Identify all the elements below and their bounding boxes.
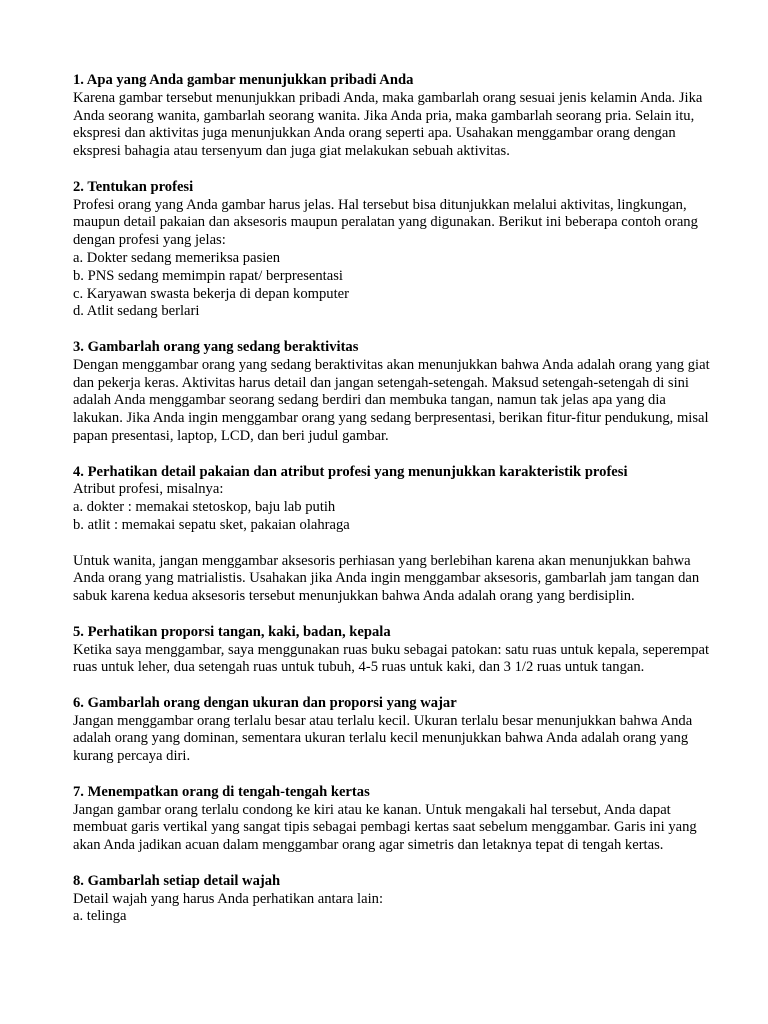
- list-item: a. Dokter sedang memeriksa pasien: [73, 249, 281, 266]
- list-item: a. dokter : memakai stetoskop, baju lab putih: [73, 499, 336, 516]
- list-item: b. atlit : memakai sepatu sket, pakaian olahraga: [73, 516, 350, 533]
- section-body: Ketika saya menggambar, saya menggunakan ruas buku sebagai patokan: satu ruas untuk kepala, seperempat ruas untuk leher, dua setengah ruas untuk tubuh, 4-5 ruas untuk kaki, dan 3 1/2 ruas untuk tangan.: [73, 641, 710, 676]
- list-item: c. Karyawan swasta bekerja di depan komputer: [73, 285, 349, 302]
- section-8: [73, 873, 713, 926]
- section-body: Detail wajah yang harus Anda perhatikan antara lain:: [73, 890, 383, 907]
- section-body: Profesi orang yang Anda gambar harus jelas. Hal tersebut bisa ditunjukkan melalui aktivitas, lingkungan, maupun detail pakaian dan aksesoris maupun peralatan yang digunakan. Berikut ini beberapa contoh orang dengan profesi yang jelas:: [73, 196, 698, 249]
- section-title: 4. Perhatikan detail pakaian dan atribut profesi yang menunjukkan karakteristik profesi: [73, 463, 628, 480]
- section-5: [73, 624, 713, 677]
- section-title: 1. Apa yang Anda gambar menunjukkan pribadi Anda: [73, 72, 414, 88]
- section-body: Atribut profesi, misalnya:: [73, 481, 224, 498]
- section-4: [73, 464, 713, 606]
- document-page: [73, 72, 713, 944]
- section-3: [73, 339, 713, 446]
- section-title: 3. Gambarlah orang yang sedang beraktivitas: [73, 338, 359, 355]
- section-title: 8. Gambarlah setiap detail wajah: [73, 872, 281, 889]
- section-1: [73, 72, 713, 161]
- section-7: [73, 784, 713, 855]
- section-body: Jangan gambar orang terlalu condong ke kiri atau ke kanan. Untuk mengakali hal tersebut, Anda dapat membuat garis vertikal yang sangat tipis sebagai pembagi kertas saat sebelum menggambar. Garis ini yang akan Anda jadikan acuan dalam menggambar orang agar simetris dan letaknya tepat di tengah kertas.: [73, 801, 697, 854]
- section-extra-paragraph: Untuk wanita, jangan menggambar aksesoris perhiasan yang berlebihan karena akan menunjukkan bahwa Anda orang yang matrialistis. Usahakan jika Anda ingin menggambar aksesoris, gambarlah jam tangan dan sabuk karena kedua aksesoris tersebut menunjukkan bahwa Anda adalah orang yang berdisiplin.: [73, 552, 700, 605]
- list-item: b. PNS sedang memimpin rapat/ berpresentasi: [73, 267, 343, 284]
- section-body: Dengan menggambar orang yang sedang beraktivitas akan menunjukkan bahwa Anda adalah orang yang giat dan pekerja keras. Aktivitas harus detail dan jangan setengah-setengah. Maksud setengah-setengah di sini adalah Anda menggambar seorang sedang berdiri dan membuka tangan, namun tak jelas apa yang dia lakukan. Jika Anda ingin menggambar orang yang sedang berpresentasi, berikan fitur-fitur pendukung, misal papan presentasi, laptop, LCD, dan beri judul gambar.: [73, 356, 710, 444]
- section-title: 5. Perhatikan proporsi tangan, kaki, badan, kepala: [73, 623, 391, 640]
- list-item: a. telinga: [73, 908, 127, 925]
- section-6: [73, 695, 713, 766]
- section-2: [73, 179, 713, 321]
- section-title: 6. Gambarlah orang dengan ukuran dan proporsi yang wajar: [73, 694, 457, 711]
- section-body: Karena gambar tersebut menunjukkan pribadi Anda, maka gambarlah orang sesuai jenis kelamin Anda. Jika Anda seorang wanita, gambarlah seorang wanita. Jika Anda pria, maka gambarlah seorang pria. Selain itu, ekspresi dan aktivitas juga menunjukkan Anda orang seperti apa. Usahakan menggambar orang dengan ekspresi bahagia atau tersenyum dan juga giat melakukan sebuah aktivitas.: [73, 89, 703, 160]
- section-title: 7. Menempatkan orang di tengah-tengah kertas: [73, 783, 370, 800]
- section-body: Jangan menggambar orang terlalu besar atau terlalu kecil. Ukuran terlalu besar menunjukkan bahwa Anda adalah orang yang dominan, sementara ukuran terlalu kecil menunjukkan bahwa Anda adalah orang yang kurang percaya diri.: [73, 712, 693, 765]
- list-item: d. Atlit sedang berlari: [73, 303, 200, 320]
- paragraph-gap: [73, 535, 713, 553]
- section-title: 2. Tentukan profesi: [73, 178, 194, 195]
